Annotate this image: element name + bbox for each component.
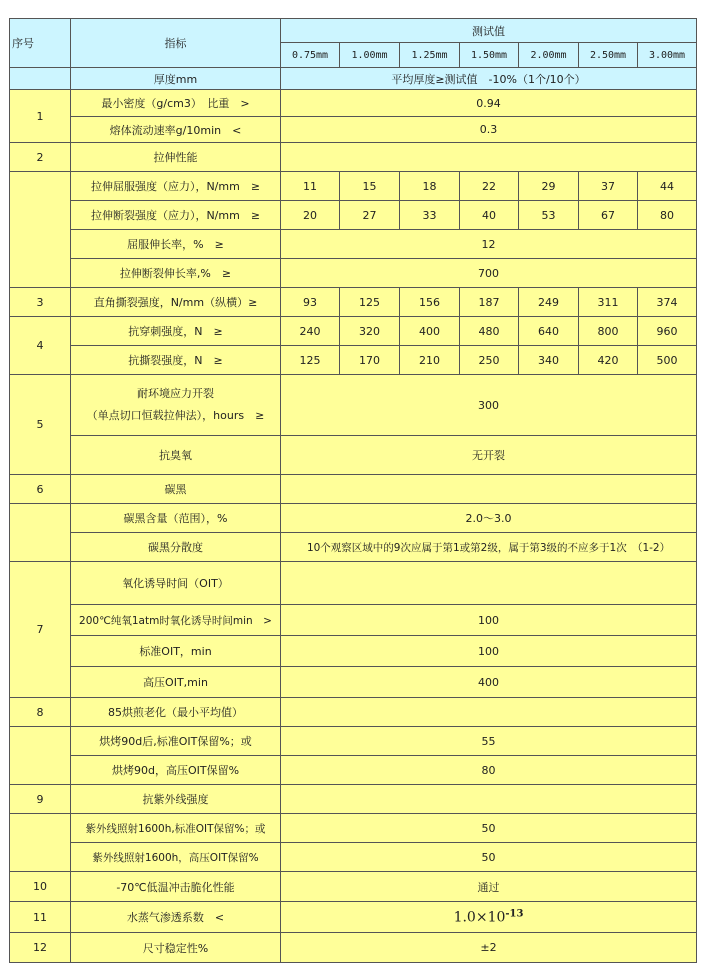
value-cell: 67 [579, 201, 638, 230]
value-cell: 80 [638, 201, 697, 230]
indicator-label: 烘烤90d后,标准OIT保留%；或 [71, 727, 281, 756]
value-cell: 125 [281, 346, 340, 375]
indicator-value: 100 [281, 636, 697, 667]
value-cell: 53 [519, 201, 579, 230]
row-number: 11 [10, 902, 71, 933]
row-number: 12 [10, 933, 71, 963]
indicator-value: 400 [281, 667, 697, 698]
value-cell: 125 [340, 288, 400, 317]
value-cell: 480 [460, 317, 519, 346]
value-cell: 33 [400, 201, 460, 230]
header-seq: 序号 [10, 19, 71, 68]
indicator-label: 抗穿刺强度，N ≥ [71, 317, 281, 346]
header-thickness: 1.00mm [340, 43, 400, 68]
indicator-label: 屈服伸长率，% ≥ [71, 230, 281, 259]
value-cell: 22 [460, 172, 519, 201]
indicator-value [281, 475, 697, 504]
header-thickness: 0.75mm [281, 43, 340, 68]
indicator-label: 碳黑 [71, 475, 281, 504]
indicator-value: 10个观察区域中的9次应属于第1或第2级，属于第3级的不应多于1次 （1-2） [281, 533, 697, 562]
indicator-label: 直角撕裂强度，N/mm（纵横）≥ [71, 288, 281, 317]
header-thickness: 2.00mm [519, 43, 579, 68]
value-cell: 340 [519, 346, 579, 375]
indicator-label: 尺寸稳定性% [71, 933, 281, 963]
value-cell: 210 [400, 346, 460, 375]
row-number: 6 [10, 475, 71, 504]
header-indicator: 指标 [71, 19, 281, 68]
indicator-value: 100 [281, 605, 697, 636]
indicator-label-line: 耐环境应力开裂 [137, 387, 214, 400]
permeability-base: 1.0×10 [453, 909, 506, 926]
indicator-value: 0.94 [281, 90, 697, 117]
value-cell: 320 [340, 317, 400, 346]
indicator-value: 80 [281, 756, 697, 785]
indicator-value [281, 143, 697, 172]
indicator-value: 2.0～3.0 [281, 504, 697, 533]
indicator-label [71, 375, 281, 436]
indicator-value: 0.3 [281, 117, 697, 143]
indicator-label: 高压OIT,min [71, 667, 281, 698]
empty-cell [10, 814, 71, 872]
header-thickness: 1.25mm [400, 43, 460, 68]
value-cell: 187 [460, 288, 519, 317]
value-cell: 249 [519, 288, 579, 317]
thickness-value: 平均厚度≥测试值 -10%（1个/10个） [281, 68, 697, 90]
indicator-value: 50 [281, 843, 697, 872]
indicator-label: 氧化诱导时间（OIT） [71, 562, 281, 605]
value-cell: 18 [400, 172, 460, 201]
row-number: 8 [10, 698, 71, 727]
indicator-label: 抗臭氧 [71, 436, 281, 475]
indicator-label: 烘烤90d，高压OIT保留% [71, 756, 281, 785]
indicator-label: 紫外线照射1600h，高压OIT保留% [71, 843, 281, 872]
row-number: 1 [10, 90, 71, 143]
indicator-label: 碳黑含量（范围），% [71, 504, 281, 533]
value-cell: 960 [638, 317, 697, 346]
value-cell: 240 [281, 317, 340, 346]
value-cell: 800 [579, 317, 638, 346]
row-number: 5 [10, 375, 71, 475]
indicator-value [281, 902, 697, 933]
indicator-label: 标准OIT，min [71, 636, 281, 667]
empty-cell [10, 68, 71, 90]
value-cell: 44 [638, 172, 697, 201]
indicator-label: 200℃纯氧1atm时氧化诱导时间min > [71, 605, 281, 636]
empty-cell [10, 727, 71, 785]
indicator-label: 拉伸断裂伸长率,% ≥ [71, 259, 281, 288]
indicator-label: 水蒸气渗透系数 < [71, 902, 281, 933]
indicator-label: 拉伸屈服强度（应力），N/mm ≥ [71, 172, 281, 201]
indicator-value [281, 562, 697, 605]
indicator-value: 12 [281, 230, 697, 259]
value-cell: 420 [579, 346, 638, 375]
thickness-label: 厚度mm [71, 68, 281, 90]
indicator-value [281, 785, 697, 814]
indicator-label-line: （单点切口恒载拉伸法），hours ≥ [86, 409, 265, 422]
indicator-label: -70℃低温冲击脆化性能 [71, 872, 281, 902]
value-cell: 27 [340, 201, 400, 230]
indicator-label: 最小密度（g/cm3） 比重 > [71, 90, 281, 117]
row-number: 7 [10, 562, 71, 698]
value-cell: 311 [579, 288, 638, 317]
empty-cell [10, 504, 71, 562]
indicator-label: 熔体流动速率g/10min < [71, 117, 281, 143]
indicator-label: 碳黑分散度 [71, 533, 281, 562]
indicator-value: 无开裂 [281, 436, 697, 475]
value-cell: 20 [281, 201, 340, 230]
header-thickness: 3.00mm [638, 43, 697, 68]
value-cell: 37 [579, 172, 638, 201]
indicator-value: 50 [281, 814, 697, 843]
indicator-label: 拉伸性能 [71, 143, 281, 172]
row-number: 3 [10, 288, 71, 317]
value-cell: 40 [460, 201, 519, 230]
header-thickness: 2.50mm [579, 43, 638, 68]
indicator-label: 紫外线照射1600h,标准OIT保留%；或 [71, 814, 281, 843]
value-cell: 250 [460, 346, 519, 375]
value-cell: 500 [638, 346, 697, 375]
indicator-label: 85烘煎老化（最小平均值） [71, 698, 281, 727]
value-cell: 156 [400, 288, 460, 317]
indicator-label: 抗撕裂强度，N ≥ [71, 346, 281, 375]
spec-table [9, 18, 697, 963]
value-cell: 29 [519, 172, 579, 201]
indicator-value: 通过 [281, 872, 697, 902]
value-cell: 374 [638, 288, 697, 317]
value-cell: 15 [340, 172, 400, 201]
value-cell: 640 [519, 317, 579, 346]
header-test-value: 测试值 [281, 19, 697, 43]
indicator-value [281, 698, 697, 727]
indicator-value: ±2 [281, 933, 697, 963]
indicator-label: 拉伸断裂强度（应力），N/mm ≥ [71, 201, 281, 230]
permeability-exponent: -13 [505, 908, 524, 920]
header-thickness: 1.50mm [460, 43, 519, 68]
indicator-label: 抗紫外线强度 [71, 785, 281, 814]
value-cell: 93 [281, 288, 340, 317]
row-number: 10 [10, 872, 71, 902]
value-cell: 170 [340, 346, 400, 375]
value-cell: 400 [400, 317, 460, 346]
row-number: 4 [10, 317, 71, 375]
empty-cell [10, 172, 71, 288]
row-number: 9 [10, 785, 71, 814]
indicator-value: 300 [281, 375, 697, 436]
indicator-value: 700 [281, 259, 697, 288]
value-cell: 11 [281, 172, 340, 201]
row-number: 2 [10, 143, 71, 172]
indicator-value: 55 [281, 727, 697, 756]
